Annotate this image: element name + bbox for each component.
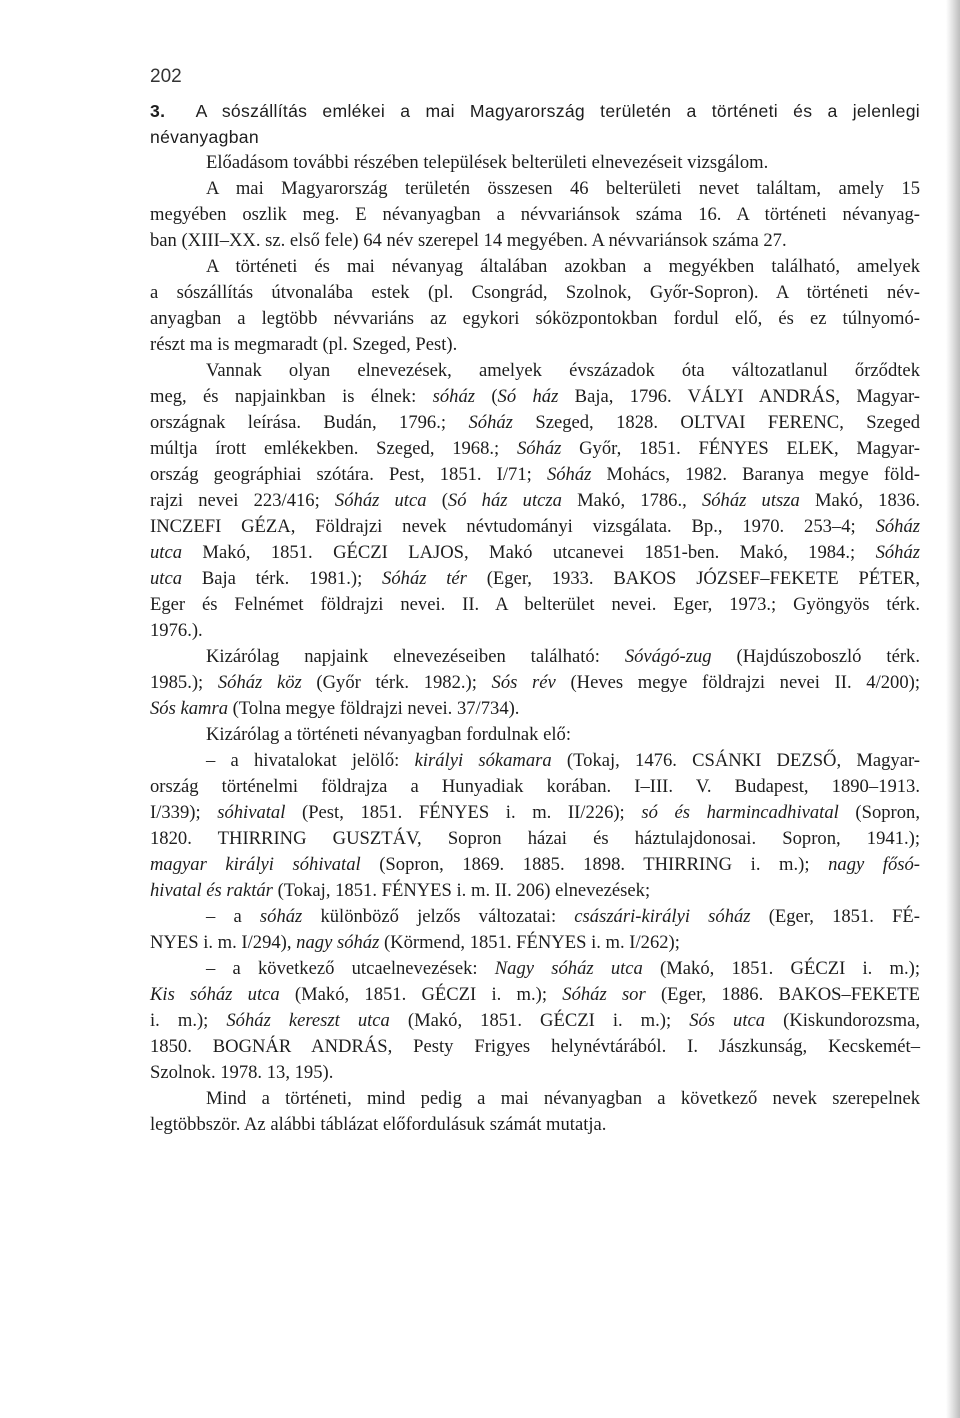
text-line: anyagban a legtöbb névvariáns az egykori sóközpontokban fordul elő, és ez túlnyomó-	[150, 308, 920, 329]
section-title-line2: névanyagban	[150, 127, 259, 147]
paragraph-9	[150, 956, 920, 1086]
text-line: – a hivatalokat jelölő: királyi sókamara (Tokaj, 1476. CSÁNKI DEZSŐ, Magyar-	[206, 750, 920, 771]
paragraph-5	[150, 644, 920, 722]
paragraph-10	[150, 1086, 920, 1138]
text-line: Kizárólag napjaink elnevezéseiben található: Sóvágó-zug (Hajdúszoboszló térk.	[206, 646, 920, 667]
text-line: rajzi nevei 223/416; Sóház utca (Só ház utcza Makó, 1786., Sóház utsza Makó, 1836.	[150, 490, 920, 511]
text-line: ország geográphiai szótára. Pest, 1851. I/71; Sóház Mohács, 1982. Baranya megye föld-	[150, 464, 920, 485]
text-line: Eger és Felnémet földrajzi nevei. II. A belterület nevei. Eger, 1973.; Gyöngyös térk.	[150, 594, 920, 615]
text-line: részt ma is megmaradt (pl. Szeged, Pest).	[150, 334, 458, 355]
text-line: – a sóház különböző jelzős változatai: császári-királyi sóház (Eger, 1851. FÉ-	[206, 906, 920, 927]
text-line: hivatal és raktár (Tokaj, 1851. FÉNYES i. m. II. 206) elnevezések;	[150, 880, 651, 901]
text-line: legtöbbször. Az alábbi táblázat előfordulásuk számát mutatja.	[150, 1114, 607, 1135]
text-line: Sós kamra (Tolna megye földrajzi nevei. 37/734).	[150, 698, 520, 719]
text-line: Vannak olyan elnevezések, amelyek évszázadok óta változatlanul őrződtek	[206, 360, 920, 381]
text-line: magyar királyi sóhivatal (Sopron, 1869. 1885. 1898. THIRRING i. m.); nagy fősó-	[150, 854, 920, 875]
text-line: 1820. THIRRING GUSZTÁV, Sopron házai és háztulajdonosai. Sopron, 1941.);	[150, 828, 920, 849]
text-line: Kizárólag a történeti névanyagban fordulnak elő:	[206, 724, 572, 745]
text-line: múltja írott emlékekben. Szeged, 1968.; Sóház Győr, 1851. FÉNYES ELEK, Magyar-	[150, 438, 920, 459]
section-number: 3.	[150, 101, 166, 121]
text-line: A történeti és mai névanyag általában azokban a megyékben található, amelyek	[206, 256, 920, 277]
paragraph-8	[150, 904, 920, 956]
text-line: 1985.); Sóház köz (Győr térk. 1982.); Sós rév (Heves megye földrajzi nevei II. 4/200);	[150, 672, 920, 693]
section-heading	[150, 98, 920, 150]
page-body	[150, 98, 920, 1138]
text-line: 1976.).	[150, 620, 203, 641]
text-line: NYES i. m. I/294), nagy sóház (Körmend, 1851. FÉNYES i. m. I/262);	[150, 932, 680, 953]
text-line: i. m.); Sóház kereszt utca (Makó, 1851. GÉCZI i. m.); Sós utca (Kiskundorozsma,	[150, 1010, 920, 1031]
section-title-line1: A sószállítás emlékei a mai Magyarország területén a történeti és a jelenlegi	[195, 101, 920, 121]
text-line: Kis sóház utca (Makó, 1851. GÉCZI i. m.); Sóház sor (Eger, 1886. BAKOS–FEKETE	[150, 984, 921, 1005]
text-line: Mind a történeti, mind pedig a mai névanyagban a következő nevek szerepelnek	[206, 1088, 920, 1109]
text-line: a sószállítás útvonalába estek (pl. Csongrád, Szolnok, Győr-Sopron). A történeti név-	[150, 282, 920, 303]
paragraph-6	[150, 722, 920, 748]
paragraph-3	[150, 254, 920, 358]
text-line: utca Makó, 1851. GÉCZI LAJOS, Makó utcanevei 1851-ben. Makó, 1984.; Sóház	[150, 542, 920, 563]
text-line: megyében oszlik meg. E névanyagban a névvariánsok száma 16. A történeti névanyag-	[150, 204, 920, 225]
text-line: INCZEFI GÉZA, Földrajzi nevek névtudományi vizsgálata. Bp., 1970. 253–4; Sóház	[150, 516, 920, 537]
text-line: 1850. BOGNÁR ANDRÁS, Pesty Frigyes helynévtárából. I. Jászkunság, Kecskemét–	[150, 1036, 920, 1057]
scan-edge-shadow	[946, 0, 960, 1418]
text-line: – a következő utcaelnevezések: Nagy sóház utca (Makó, 1851. GÉCZI i. m.);	[206, 958, 921, 979]
text-line: meg, és napjainkban is élnek: sóház (Só ház Baja, 1796. VÁLYI ANDRÁS, Magyar-	[150, 386, 920, 407]
page-number: 202	[150, 66, 182, 87]
text-line: országnak leírása. Budán, 1796.; Sóház Szeged, 1828. OLTVAI FERENC, Szeged	[150, 412, 920, 433]
text-line: I/339); sóhivatal (Pest, 1851. FÉNYES i. m. II/226); só és harmincadhivatal (Sopron,	[150, 802, 920, 823]
paragraph-4	[150, 358, 920, 644]
text-line: ország történelmi földrajza a Hunyadiak korában. I–III. V. Budapest, 1890–1913.	[150, 776, 920, 797]
text-line: utca Baja térk. 1981.); Sóház tér (Eger, 1933. BAKOS JÓZSEF–FEKETE PÉTER,	[150, 568, 921, 589]
text-line: Előadásom további részében települések belterületi elnevezéseit vizsgálom.	[206, 152, 769, 173]
text-line: Szolnok. 1978. 13, 195).	[150, 1062, 334, 1083]
paragraph-7	[150, 748, 920, 904]
text-line: A mai Magyarország területén összesen 46 belterületi nevet találtam, amely 15	[206, 178, 920, 199]
text-line: ban (XIII–XX. sz. első fele) 64 név szerepel 14 megyében. A névvariánsok száma 27.	[150, 230, 787, 251]
paragraph-1	[150, 150, 920, 176]
paragraph-2	[150, 176, 920, 254]
